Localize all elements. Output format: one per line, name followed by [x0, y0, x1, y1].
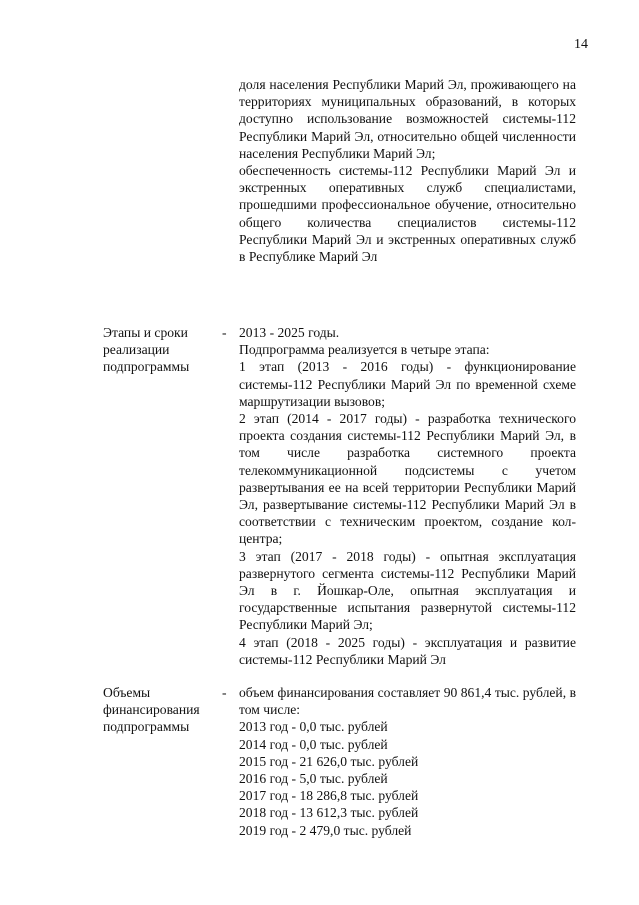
stage-3: 3 этап (2017 - 2018 годы) - опытная эксплуатация развернутого сегмента системы-112 Республики Марий Эл в г. Йошкар-Оле, опытная эксплуатация и государственные испытания развернутой системы-112 Республики Марий Эл;	[239, 548, 576, 633]
stages-label-line: реализации	[103, 342, 170, 358]
indicators-text	[239, 76, 576, 265]
finance-label-line: финансирования	[103, 702, 200, 718]
stages-label	[103, 324, 223, 376]
finance-label-line: Объемы	[103, 685, 151, 700]
finance-intro: объем финансирования составляет 90 861,4 тыс. рублей, в том числе:	[239, 685, 576, 718]
stage-2: 2 этап (2014 - 2017 годы) - разработка технического проекта создания системы-112 Республики Марий Эл, в том числе разработка системного проекта телекоммуникационной подсистемы с учетом развертывания ее на всей территории Республики Марий Эл, развертывание системы-112 Республики Марий Эл в соответствии с техническим проектом, создание кол-центра;	[239, 411, 576, 547]
stages-intro: Подпрограмма реализуется в четыре этапа:	[239, 342, 490, 358]
finance-label-line: подпрограммы	[103, 719, 190, 735]
page-number: 14	[574, 37, 588, 52]
finance-year-line: 2015 год - 21 626,0 тыс. рублей	[239, 753, 419, 769]
stages-period: 2013 - 2025 годы.	[239, 325, 340, 340]
indicator-staff-training: обеспеченность системы-112 Республики Марий Эл и экстренных оперативных служб специалистами, прошедшими профессиональное обучение, относительно общего количества специалистов системы-112 Республики Марий Эл и экстренных оперативных служб в Республике Марий Эл	[239, 163, 576, 265]
finance-year-line: 2013 год - 0,0 тыс. рублей	[239, 719, 388, 735]
indicator-population-share: доля населения Республики Марий Эл, проживающего на территориях муниципальных образований, в которых доступно использование возможностей системы-112 Республики Марий Эл, относительно общей численности населения Республики Марий Эл;	[239, 77, 576, 161]
stages-text	[239, 324, 576, 668]
stages-label-line: подпрограммы	[103, 359, 190, 375]
stages-dash: -	[222, 325, 227, 340]
finance-year-line: 2017 год - 18 286,8 тыс. рублей	[239, 788, 419, 804]
finance-text	[239, 684, 576, 839]
stages-label-line: Этапы и сроки	[103, 325, 188, 340]
finance-year-line: 2019 год - 2 479,0 тыс. рублей	[239, 822, 412, 838]
stage-4: 4 этап (2018 - 2025 годы) - эксплуатация и развитие системы-112 Республики Марий Эл	[239, 634, 576, 667]
finance-label	[103, 684, 223, 736]
finance-dash: -	[222, 685, 227, 700]
finance-year-line: 2018 год - 13 612,3 тыс. рублей	[239, 805, 419, 821]
stage-1: 1 этап (2013 - 2016 годы) - функционирование системы-112 Республики Марий Эл по временной схеме маршрутизации вызовов;	[239, 359, 576, 409]
finance-year-line: 2016 год - 5,0 тыс. рублей	[239, 771, 388, 787]
finance-year-line: 2014 год - 0,0 тыс. рублей	[239, 736, 388, 752]
